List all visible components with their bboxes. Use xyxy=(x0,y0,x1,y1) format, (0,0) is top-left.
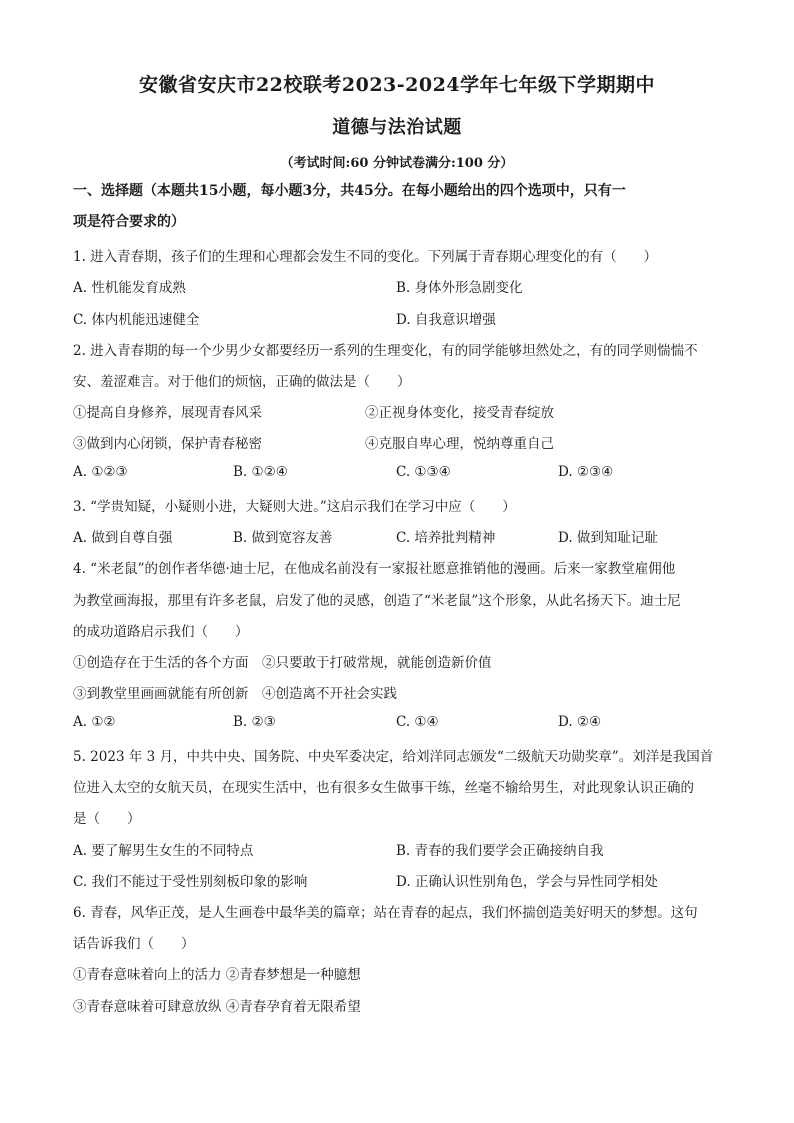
question-4-statements-line1: ①创造存在于生活的各个方面 ②只要敢于打破常规，就能创造新价值 xyxy=(73,655,492,671)
question-2-stem-line2: 安、羞涩难言。对于他们的烦恼，正确的做法是（ ） xyxy=(73,374,411,390)
exam-info: （考试时间:60 分钟试卷满分:100 分） xyxy=(280,156,514,171)
question-5-option-b: B. 青春的我们要学会正确接纳自我 xyxy=(396,843,604,859)
question-3-option-d: D. 做到知耻记耻 xyxy=(558,530,658,546)
subject-title: 道德与法治试题 xyxy=(332,117,462,138)
question-2-statement-4: ④克服自卑心理，悦纳尊重自己 xyxy=(365,436,554,452)
question-5-stem-line3: 是（ ） xyxy=(73,811,141,827)
question-6-stem-line1: 6. 青春，风华正茂，是人生画卷中最华美的篇章；站在青春的起点，我们怀揣创造美好明天的梦想。这句 xyxy=(73,905,698,921)
question-1-stem: 1. 进入青春期，孩子们的生理和心理都会发生不同的变化。下列属于青春期心理变化的有（ ） xyxy=(73,249,658,265)
question-2-option-b: B. ①②④ xyxy=(233,464,288,480)
question-4-option-b: B. ②③ xyxy=(233,714,276,730)
question-6-stem-line2: 话告诉我们（ ） xyxy=(73,936,195,952)
question-5-stem-line2: 位进入太空的女航天员，在现实生活中，也有很多女生做事干练，丝毫不输给男生，对此现象认识正确的 xyxy=(73,780,694,796)
exam-title: 安徽省安庆市22校联考2023-2024学年七年级下学期期中 xyxy=(138,74,656,96)
question-4-statements-line2: ③到教堂里画画就能有所创新 ④创造离不开社会实践 xyxy=(73,686,397,702)
question-5-option-d: D. 正确认识性别角色，学会与异性同学相处 xyxy=(396,874,658,890)
question-1-option-b: B. 身体外形急剧变化 xyxy=(396,280,523,296)
question-4-option-c: C. ①④ xyxy=(396,714,439,730)
question-3-option-b: B. 做到宽容友善 xyxy=(233,530,333,546)
question-2-statement-3: ③做到内心闭锁，保护青春秘密 xyxy=(73,436,262,452)
question-6-statements-line2: ③青春意味着可肆意放纵 ④青春孕育着无限希望 xyxy=(73,999,361,1015)
question-1-option-a: A. 性机能发育成熟 xyxy=(73,280,186,296)
question-2-statement-2: ②正视身体变化，接受青春绽放 xyxy=(365,405,554,421)
question-4-option-a: A. ①② xyxy=(73,714,116,730)
question-1-option-c: C. 体内机能迅速健全 xyxy=(73,312,200,328)
question-4-option-d: D. ②④ xyxy=(558,714,602,730)
question-3-option-a: A. 做到自尊自强 xyxy=(73,530,173,546)
question-1-option-d: D. 自我意识增强 xyxy=(396,312,496,328)
section-heading-line1: 一、选择题（本题共15小题，每小题3分，共45分。在每小题给出的四个选项中，只有一 xyxy=(73,183,626,199)
question-5-option-a: A. 要了解男生女生的不同特点 xyxy=(73,843,254,859)
question-5-option-c: C. 我们不能过于受性别刻板印象的影响 xyxy=(73,874,308,890)
question-3-option-c: C. 培养批判精神 xyxy=(396,530,496,546)
section-heading-line2: 项是符合要求的） xyxy=(73,214,185,230)
question-4-stem-line1: 4. “米老鼠”的创作者华德·迪士尼，在他成名前没有一家报社愿意推销他的漫画。后来一家教堂雇佣他 xyxy=(73,561,676,577)
question-3-stem: 3. “学贵知疑，小疑则小进，大疑则大进。”这启示我们在学习中应（ ） xyxy=(73,499,516,515)
question-6-statements-line1: ①青春意味着向上的活力 ②青春梦想是一种臆想 xyxy=(73,967,361,983)
question-4-stem-line3: 的成功道路启示我们（ ） xyxy=(73,624,249,640)
question-2-option-d: D. ②③④ xyxy=(558,464,614,480)
question-2-option-c: C. ①③④ xyxy=(396,464,451,480)
question-2-stem-line1: 2. 进入青春期的每一个少男少女都要经历一系列的生理变化，有的同学能够坦然处之，有的同学则惴惴不 xyxy=(73,343,698,359)
question-2-statement-1: ①提高自身修养，展现青春风采 xyxy=(73,405,262,421)
question-4-stem-line2: 为教堂画海报，那里有许多老鼠，启发了他的灵感，创造了“米老鼠”这个形象，从此名扬天下。迪士尼 xyxy=(73,593,681,609)
question-2-option-a: A. ①②③ xyxy=(73,464,128,480)
question-5-stem-line1: 5. 2023 年 3 月，中共中央、国务院、中央军委决定，给刘洋同志颁发“二级航天功勋奖章”。刘洋是我国首 xyxy=(73,749,714,765)
